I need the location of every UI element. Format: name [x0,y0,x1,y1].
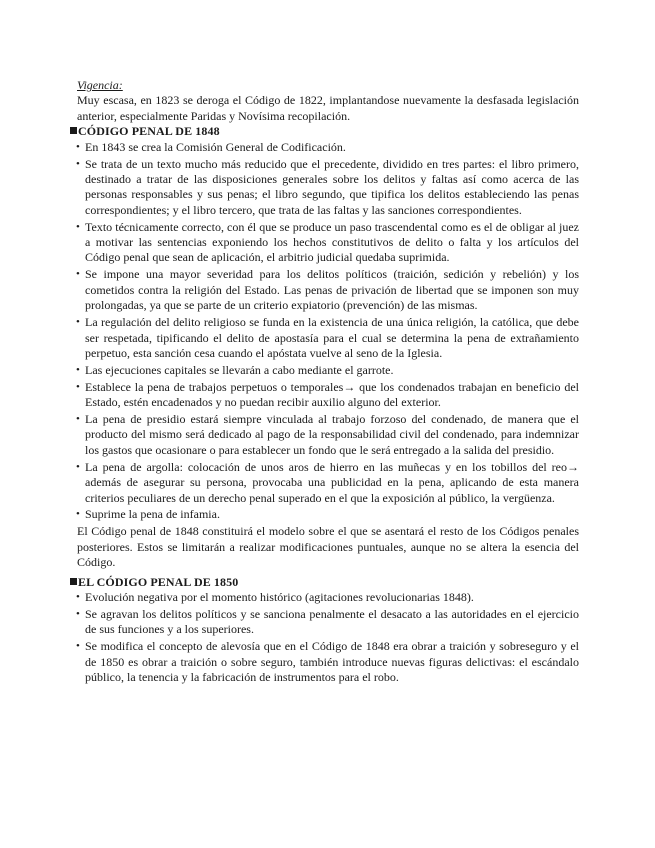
vigencia-text: Muy escasa, en 1823 se deroga el Código de 1822, implantandose nuevamente la desfasada legislación anterior, especialmente Paridas y Novísima recopilación. [77,93,579,123]
list-item: • Se impone una mayor severidad para los delitos políticos (traición, sedición y rebelión) y los cometidos contra la religión del Estado. Las penas de privación de libertad que se imponen son muy prolongadas, ya que se parte de un criterio expiatorio (prevención) de las mismas. [77,267,579,313]
square-bullet-icon [70,578,77,585]
section-heading-cp1848 [70,124,572,139]
square-bullet-icon [70,127,77,134]
list-item: • Las ejecuciones capitales se llevarán a cabo mediante el garrote. [77,363,579,378]
cp1850-list [77,590,579,685]
cp1848-closing: El Código penal de 1848 constituirá el modelo sobre el que se asentará el resto de los Códigos penales posteriores. Estos se limitarán a realizar modificaciones puntuales, aunque no se altera la esencia del Código. [77,524,579,570]
list-item: • Se trata de un texto mucho más reducido que el precedente, dividido en tres partes: el libro primero, destinado a tratar de las disposiciones generales sobre los delitos y faltas así como acerca de las personas responsables y sus penas; el libro segundo, que tipifica los delitos estableciendo las penas correspondientes; y el libro tercero, que trata de las faltas y las sanciones correspondientes. [77,157,579,219]
list-item: • Suprime la pena de infamia. [77,507,579,522]
list-item: • Se modifica el concepto de alevosía que en el Código de 1848 era obrar a traición y sobreseguro y el de 1850 es obrar a traición o sobre seguro, también introduce nuevas figuras delictivas: el escándalo público, la tenencia y la fabricación de instrumentos para el robo. [77,639,579,685]
list-item: • La pena de presidio estará siempre vinculada al trabajo forzoso del condenado, de manera que el producto del mismo será dedicado al pago de la responsabilidad civil del condenado, para indemnizar los gastos que ocasionare o para establecer un fondo que le será entregado a la salida del presidio. [77,412,579,458]
vigencia-title: Vigencia: [77,78,123,92]
list-item: • Texto técnicamente correcto, con él que se produce un paso trascendental como es el de obligar al juez a motivar las sentencias exponiendo los hechos constitutivos de delito o falta y los artículos del Código penal que sean de aplicación, el arbitrio judicial quedaba suprimida. [77,220,579,266]
section-heading-cp1850 [70,575,572,590]
list-item: • Evolución negativa por el momento histórico (agitaciones revolucionarias 1848). [77,590,579,605]
section-heading-text: EL CÓDIGO PENAL DE 1850 [78,574,239,589]
list-item: • La pena de argolla: colocación de unos aros de hierro en las muñecas y en los tobillos del reo→ además de asegurar su persona, provocaba una publicidad en la pena, aplicando de esta manera criterios peculiares de un derecho penal superado en el que la exposición al público, la vergüenza. [77,460,579,506]
list-item: • La regulación del delito religioso se funda en la existencia de una única religión, la católica, que debe ser respetada, tipificando el delito de apostasía para el cual se determina la pena de extrañamiento perpetuo, esta sanción cesa cuando el apóstata vuelve al seno de la Iglesia. [77,315,579,361]
list-item: • Se agravan los delitos políticos y se sanciona penalmente el desacato a las autoridades en el ejercicio de sus funciones y a los superiores. [77,607,579,638]
section-heading-text: CÓDIGO PENAL DE 1848 [78,124,220,139]
list-item: • Establece la pena de trabajos perpetuos o temporales→ que los condenados trabajan en beneficio del Estado, estén encadenados y no puedan recibir auxilio alguno del exterior. [77,380,579,411]
document-page [77,78,579,687]
list-item: • En 1843 se crea la Comisión General de Codificación. [77,140,579,155]
cp1848-list [77,140,579,523]
